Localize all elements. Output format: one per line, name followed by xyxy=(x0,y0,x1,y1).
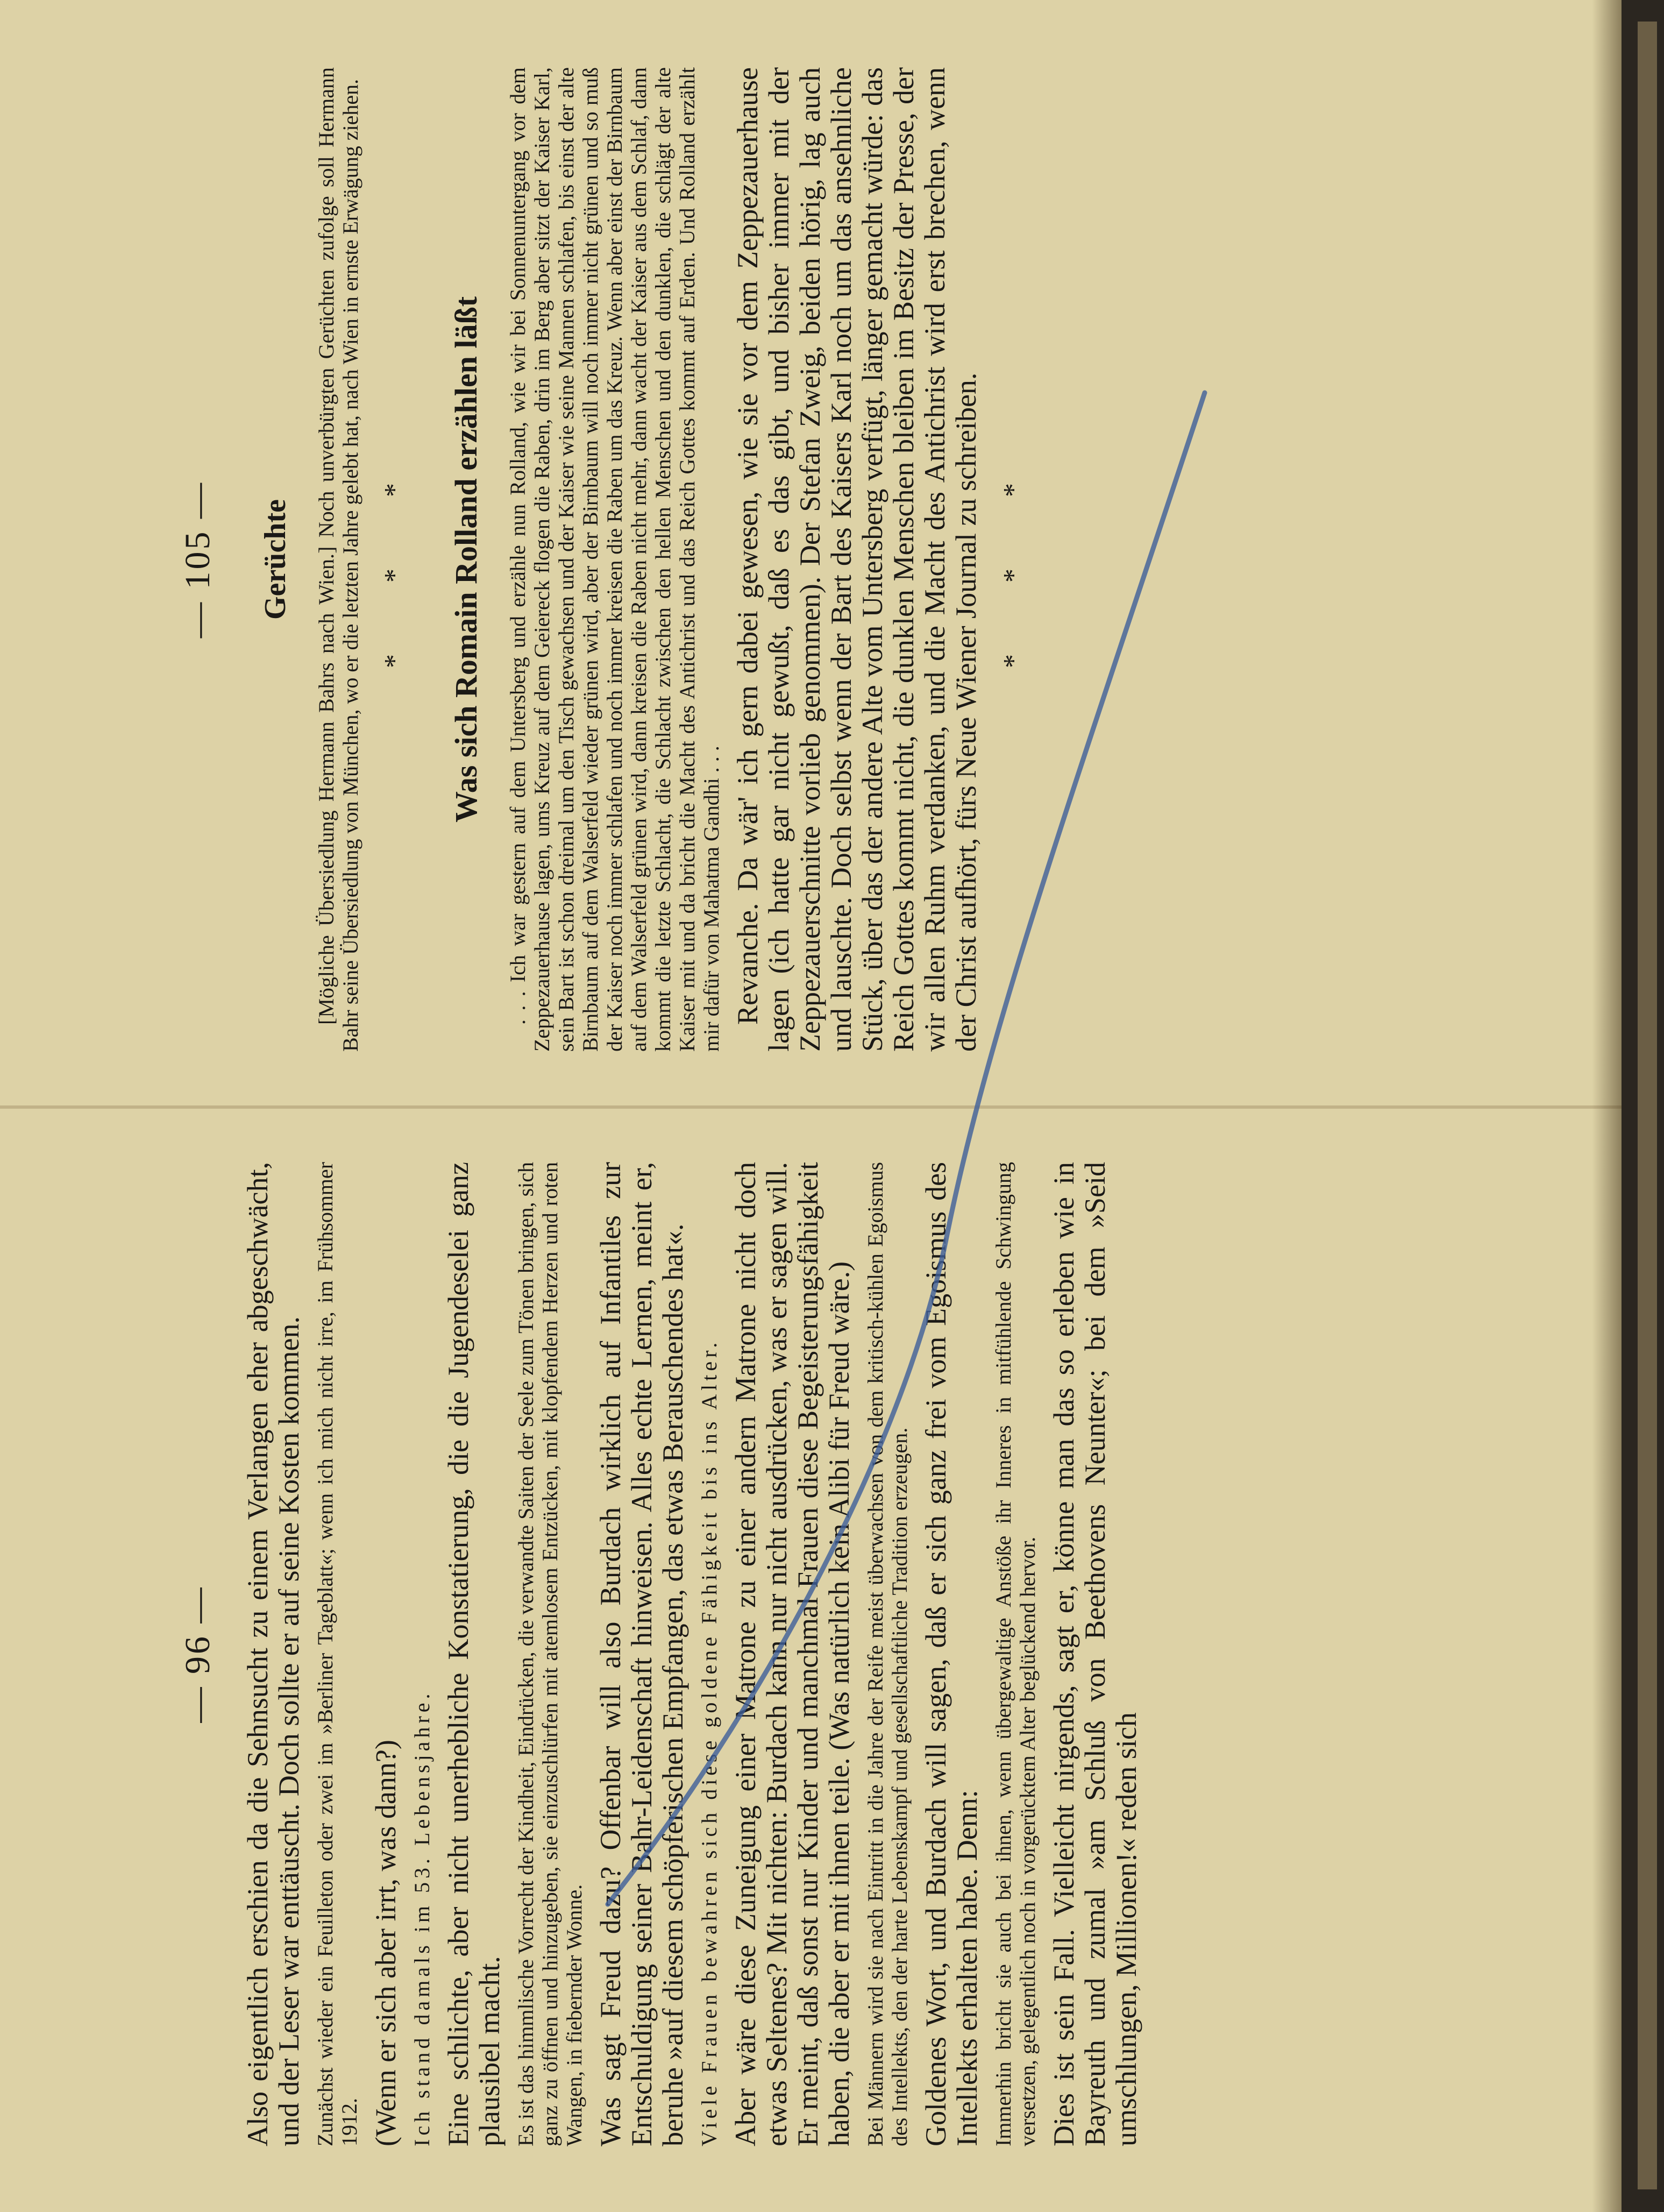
paragraph: . . . Ich war gestern auf dem Untersberg und erzähle nun Rolland, wie wir bei Sonnenuntergang vor dem Zeppezauerhause lagen, ums Kreuz auf dem Geiereck flogen die Raben, drin im Berg aber sitzt der Kaiser Karl, sein Bart ist schon dreimal um den Tisch gewachsen und der Kaiser wie seine Mannen schlafen, bis einst der alte Birnbaum auf dem Walserfeld wieder grünen wird, aber der Birnbaum will noch immer nicht grünen und so muß der Kaiser noch immer schlafen und noch immer kreisen die Raben um das Kreuz. Wenn aber einst der Birnbaum auf dem Walserfeld grünen wird, dann kreisen die Raben nicht mehr, dann wacht der Kaiser aus dem Schlaf, dann kommt die letzte Schlacht, die Schlacht zwischen den hellen Menschen und den dunklen, die schlägt der alte Kaiser mit und da bricht die Macht des Antichrist und das Reich Gottes kommt auf Erden. Und Rolland erzählt mir dafür von Mahatma Gandhi . . . xyxy=(506,67,723,1052)
paragraph: Revanche. Da wär' ich gern dabei gewesen, wie sie vor dem Zeppezauerhause lagen (ich hatte gar nicht gewußt, daß es das gibt, und bisher immer mit der Zeppezauerschnitte vorlieb genommen). Der Stefan Zweig, beiden hörig, lag auch und lauschte. Doch selbst wenn der Bart des Kaisers Karl noch um das ansehnliche Stück, über das der andere Alte vom Untersberg verfügt, länger gemacht würde: das Reich Gottes kommt nicht, die dunklen Menschen bleiben im Besitz der Presse, der wir allen Ruhm verdanken, und die Macht des Antichrist wird erst brechen, wenn der Christ aufhört, fürs Neue Wiener Journal zu schreiben. xyxy=(731,67,982,1052)
section-divider: * * * xyxy=(379,451,410,668)
paragraph: Ich stand damals im 53. Lebensjahre. xyxy=(410,1690,434,2146)
paragraph: Bei Männern wird sie nach Eintritt in die Jahre der Reife meist überwachsen von dem kritisch-kühlen Egoismus des Intellekts, den der harte Lebenskampf und gesellschaftliche Tradition erzeugen. xyxy=(863,1162,912,2146)
page-number: — 96 — xyxy=(178,1585,217,1723)
paragraph: Es ist das himmlische Vorrecht der Kindheit, Eindrücken, die verwandte Saiten der Seele zum Tönen bringen, sich ganz zu öffnen und hinzugeben, sie einzuschlürfen mit atemlosem Entzücken, mit klopfendem Herzen und roten Wangen, in fiebernder Wonne. xyxy=(514,1162,586,2146)
scan-ruler-band xyxy=(1638,22,1657,2189)
paragraph: (Wenn er sich aber irrt, was dann?) xyxy=(369,1740,402,2146)
paragraph: Also eigentlich erschien da die Sehnsucht zu einem Verlangen eher abgeschwächt, und der Leser war enttäuscht. Doch sollte er auf seine Kosten kommen. xyxy=(241,1162,305,2146)
paragraph: Immerhin bricht sie auch bei ihnen, wenn übergewaltige Anstöße ihr Inneres in mitfühlende Schwingung versetzen, gelegentlich noch in vorgerücktem Alter beglückend hervor. xyxy=(991,1162,1040,2146)
section-divider: * * * xyxy=(998,451,1029,668)
section-heading-rolland: Was sich Romain Rolland erzählen läßt xyxy=(449,296,483,823)
paragraph: Eine schlichte, aber nicht unerhebliche Konstatierung, die die Jugendeselei ganz plausibel macht. xyxy=(442,1162,506,2146)
paragraph: Goldenes Wort, und Burdach will sagen, daß er sich ganz frei vom Egoismus des Intellekts erhalten habe. Denn: xyxy=(920,1162,983,2146)
section-heading-geruechte: Gerüchte xyxy=(259,499,292,620)
paragraph: Was sagt Freud dazu? Offenbar will also Burdach wirklich auf Infantiles zur Entschuldigung seiner Bahr-Leidenschaft hinweisen. Alles echte Lernen, meint er, beruhe »auf diesem schöpferischen Empfangen, das etwas Berauschendes hat«. xyxy=(594,1162,689,2146)
page-number: — 105 — xyxy=(178,481,217,638)
paragraph: [Mögliche Übersiedlung Hermann Bahrs nach Wien.] Noch unverbürgten Gerüchten zufolge soll Hermann Bahr seine Übersiedlung von München, wo er die letzten Jahre gelebt hat, nach Wien in ernste Erwägung ziehen. xyxy=(314,67,362,1052)
paragraph: Dies ist sein Fall. Vielleicht nirgends, sagt er, könne man das so erleben wie in Bayreuth und zumal »am Schluß von Beethovens Neunter«; bei dem »Seid umschlungen, Millionen!« reden sich xyxy=(1048,1162,1142,2146)
pencil-stroke xyxy=(608,393,1205,1904)
paragraph: Viele Frauen bewahren sich diese goldene Fähigkeit bis ins Alter. xyxy=(697,1338,721,2146)
paragraph: Zunächst wieder ein Feuilleton oder zwei im »Berliner Tageblatt«; wenn ich mich nicht irre, im Frühsommer 1912. xyxy=(313,1162,361,2146)
paragraph: Aber wäre diese Zuneigung einer Matrone zu einer andern Matrone nicht doch etwas Seltenes? Mit nichten: Burdach kann nur nicht ausdrücken, was er sagen will. Er meint, daß sonst nur Kinder und manchmal Frauen diese Begeisterungsfähigkeit haben, die aber er mit ihnen teile. (Was natürlich kein Alibi für Freud wäre.) xyxy=(729,1162,855,2146)
